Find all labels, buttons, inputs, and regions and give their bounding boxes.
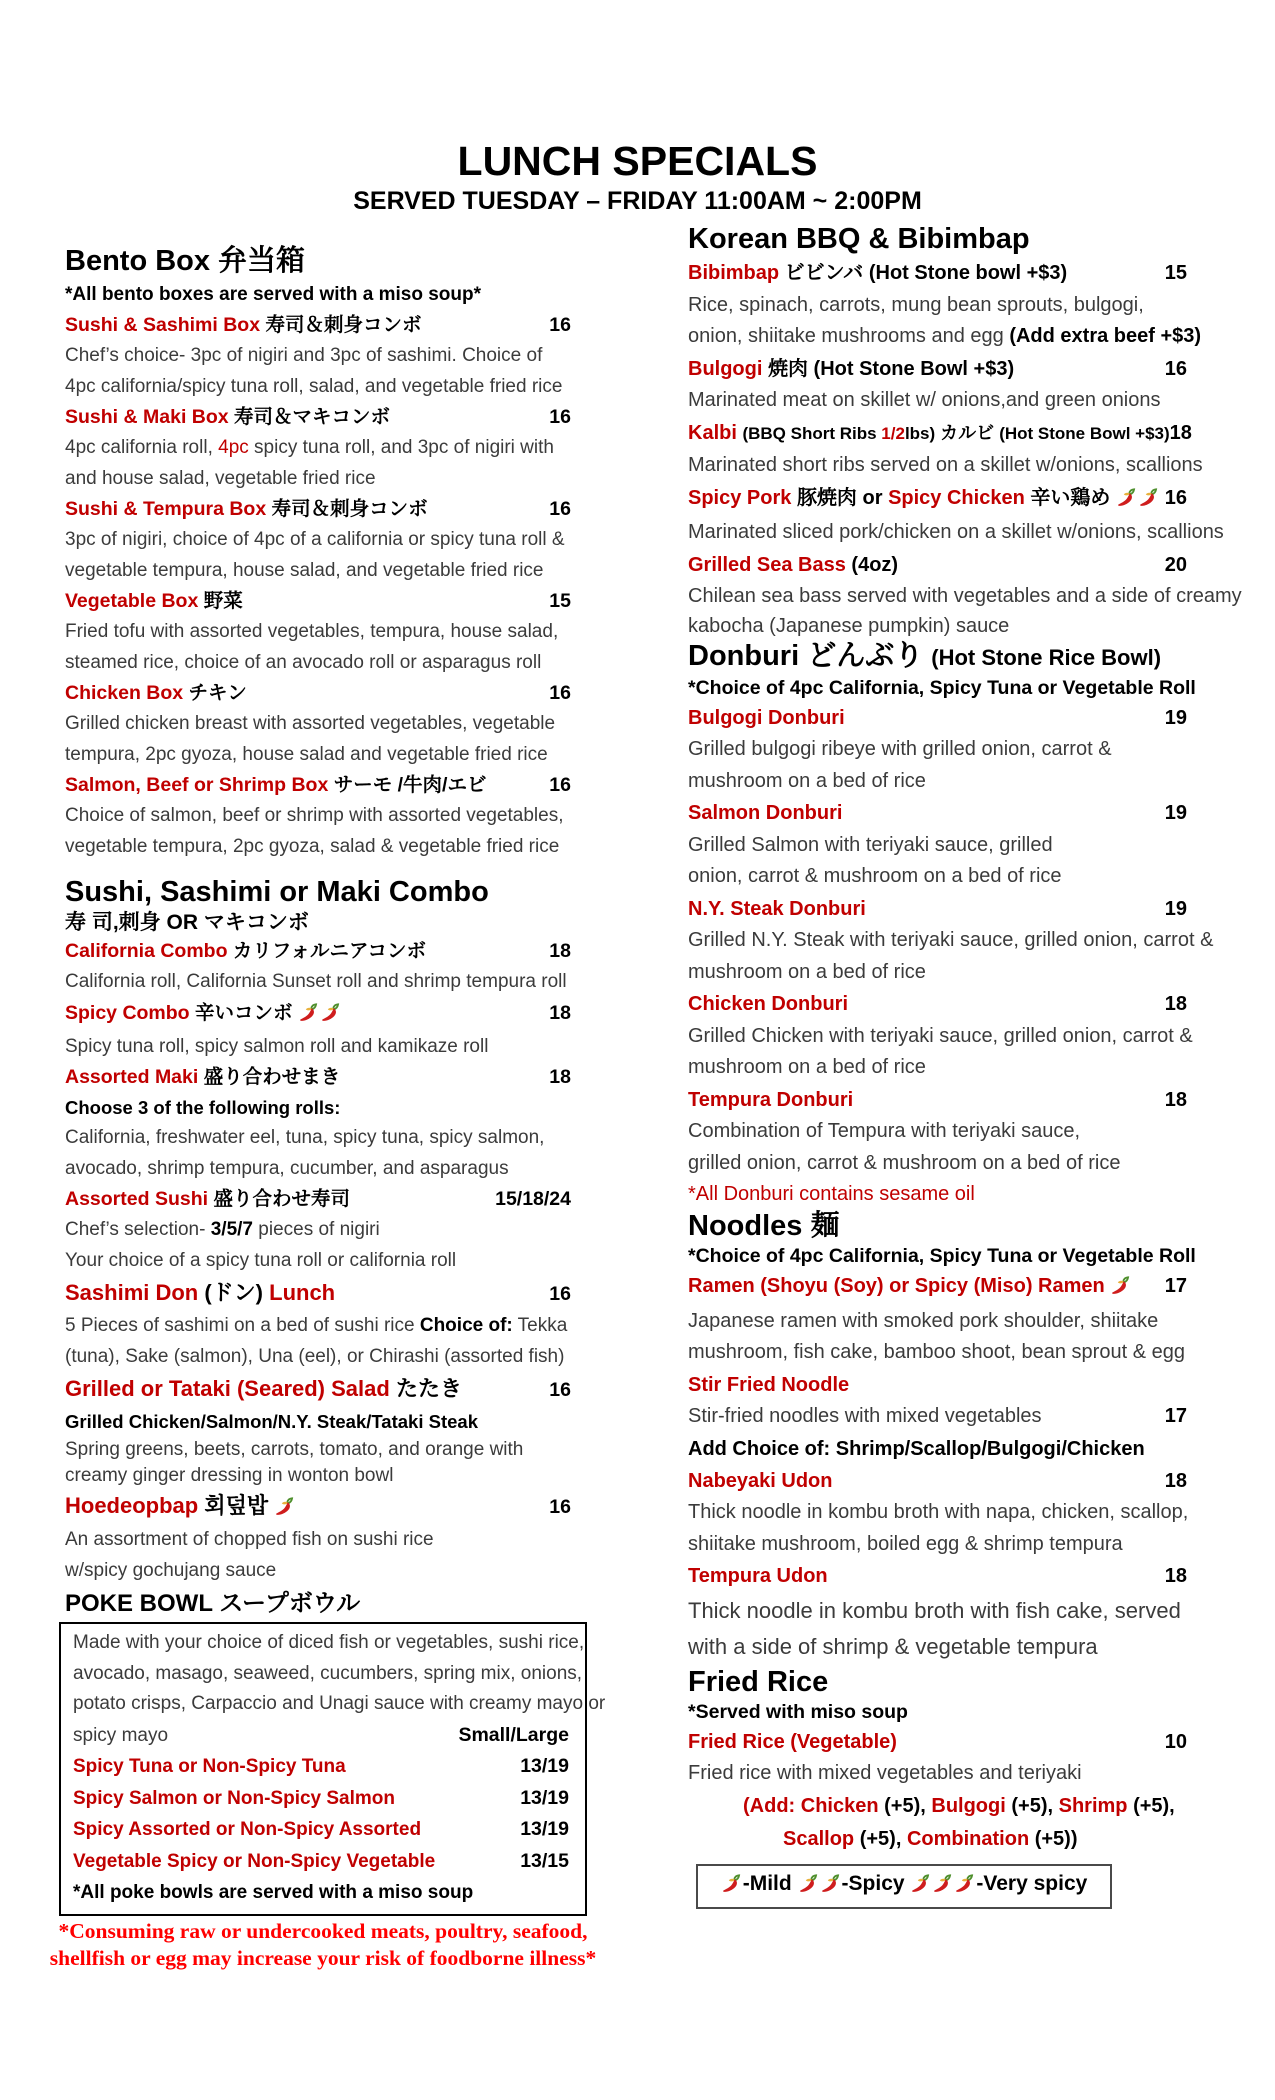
addon-note: (Add: Chicken (+5), Bulgogi (+5), Shrimp (+5), bbox=[743, 1794, 1175, 1817]
chili-pepper-icon bbox=[799, 1870, 819, 1904]
menu-item-desc: Marinated short ribs served on a skillet w/onions, scallions bbox=[688, 454, 1203, 476]
left-column-items bbox=[65, 243, 577, 1620]
price: 16 bbox=[549, 1379, 571, 1401]
menu-item-desc: kabocha (Japanese pumpkin) sauce bbox=[688, 614, 1010, 637]
chili-pepper-icon bbox=[911, 1870, 931, 1904]
menu-item-desc: with a side of shrimp & vegetable tempura bbox=[688, 1633, 1098, 1659]
chili-pepper-icon bbox=[275, 1492, 295, 1525]
menu-item-desc: avocado, shrimp tempura, cucumber, and asparagus bbox=[65, 1157, 509, 1179]
menu-item-name: California Combo カリフォルニアコンボ 18 bbox=[65, 936, 577, 967]
poke-item-row: Vegetable Spicy or Non-Spicy Vegetable 13/15 bbox=[73, 1846, 575, 1878]
price: 18 bbox=[1164, 1469, 1187, 1492]
price: 16 bbox=[1164, 357, 1187, 380]
menu-item-desc: vegetable tempura, 2pc gyoza, salad & vegetable fried rice bbox=[65, 835, 560, 857]
spice-legend-box bbox=[696, 1864, 1112, 1909]
price: 16 bbox=[549, 1496, 571, 1518]
menu-item-name: Sushi & Tempura Box 寿司＆刺身コンボ 16 bbox=[65, 494, 577, 525]
left-column bbox=[49, 243, 606, 1972]
menu-item-desc: mushroom on a bed of rice bbox=[688, 769, 926, 792]
price: 20 bbox=[1164, 553, 1187, 576]
price: 13/19 bbox=[520, 1786, 569, 1809]
menu-item-desc: Choose 3 of the following rolls: bbox=[65, 1097, 341, 1118]
price: 18 bbox=[1164, 1088, 1187, 1111]
poke-item-row: Spicy Salmon or Non-Spicy Salmon 13/19 bbox=[73, 1783, 575, 1815]
menu-item-desc: mushroom on a bed of rice bbox=[688, 1056, 926, 1078]
menu-item-desc: shiitake mushroom, boiled egg & shrimp tempura bbox=[688, 1532, 1123, 1555]
poke-item-row: Spicy Assorted or Non-Spicy Assorted 13/19 bbox=[73, 1814, 575, 1846]
menu-item-desc: Grilled bulgogi ribeye with grilled onion, carrot & bbox=[688, 738, 1112, 760]
price: 18 bbox=[1164, 1565, 1187, 1587]
menu-item-name: Hoedeopbap 회덮밥 16 bbox=[65, 1489, 577, 1525]
price: 16 bbox=[1164, 486, 1187, 509]
price: 10 bbox=[1164, 1730, 1187, 1753]
menu-item-desc: 4pc california/spicy tuna roll, salad, and vegetable fried rice bbox=[65, 375, 563, 397]
menu-item-desc: Combination of Tempura with teriyaki sauce, bbox=[688, 1120, 1081, 1142]
section-header: Korean BBQ & Bibimbap bbox=[688, 223, 1030, 255]
menu-item-name: Bulgogi Donburi 19 bbox=[688, 702, 1193, 735]
menu-item-desc: Thick noodle in kombu broth with napa, chicken, scallop, bbox=[688, 1501, 1189, 1523]
menu-item-desc: 3pc of nigiri, choice of 4pc of a california or spicy tuna roll & bbox=[65, 529, 565, 550]
price: 16 bbox=[549, 314, 571, 336]
section-header: Sushi, Sashimi or Maki Combo bbox=[65, 876, 489, 908]
right-column-items bbox=[688, 221, 1242, 1856]
menu-note: *Choice of 4pc California, Spicy Tuna or Vegetable Roll bbox=[688, 1245, 1196, 1267]
price: 16 bbox=[549, 682, 571, 704]
disclaimer-line: shellfish or egg may increase your risk of foodborne illness* bbox=[49, 1946, 597, 1970]
menu-item-name: Bibimbap ビビンバ (Hot Stone bowl +$3) 15 bbox=[688, 257, 1193, 290]
menu-item-name: Vegetable Box 野菜 15 bbox=[65, 586, 577, 617]
menu-item-desc: Marinated meat on skillet w/ onions,and green onions bbox=[688, 389, 1161, 411]
price: 15 bbox=[1164, 262, 1187, 284]
menu-item-desc: Spring greens, beets, carrots, tomato, and orange with bbox=[65, 1439, 524, 1460]
menu-item-desc: Choice of salmon, beef or shrimp with assorted vegetables, bbox=[65, 805, 564, 826]
menu-item-name: N.Y. Steak Donburi 19 bbox=[688, 893, 1193, 926]
menu-item-desc: Grilled Salmon with teriyaki sauce, grilled bbox=[688, 833, 1053, 856]
menu-item-desc: Grilled Chicken/Salmon/N.Y. Steak/Tataki Steak bbox=[65, 1411, 478, 1432]
price: 13/19 bbox=[520, 1755, 569, 1777]
menu-item-desc: (tuna), Sake (salmon), Una (eel), or Chirashi (assorted fish) bbox=[65, 1345, 565, 1367]
menu-item-name: Spicy Pork 豚焼肉 or Spicy Chicken 辛い鶏め 16 bbox=[688, 482, 1193, 518]
menu-note: *Choice of 4pc California, Spicy Tuna or Vegetable Roll bbox=[688, 676, 1196, 699]
menu-item-desc: creamy ginger dressing in wonton bowl bbox=[65, 1465, 394, 1486]
menu-item-desc: spicy mayo Small/Large bbox=[73, 1720, 575, 1752]
section-header: Noodles 麺 bbox=[688, 1210, 840, 1242]
menu-item-desc: Fried tofu with assorted vegetables, tempura, house salad, bbox=[65, 621, 559, 642]
menu-item-desc: Fried rice with mixed vegetables and teriyaki bbox=[688, 1762, 1082, 1784]
price: 17 bbox=[1164, 1275, 1187, 1297]
menu-item-name: Kalbi (BBQ Short Ribs 1/2lbs) カルビ (Hot Stone Bowl +$3) 18 bbox=[688, 417, 1193, 451]
menu-item-desc: Grilled Chicken with teriyaki sauce, grilled onion, carrot & bbox=[688, 1024, 1193, 1047]
menu-item-name: Sashimi Don (ドン) Lunch 16 bbox=[65, 1276, 577, 1311]
price: 19 bbox=[1164, 802, 1187, 824]
menu-item-name: Ramen (Shoyu (Soy) or Spicy (Miso) Ramen 17 bbox=[688, 1270, 1193, 1306]
price: 13/19 bbox=[520, 1818, 569, 1840]
spice-legend-wrap bbox=[696, 1864, 1193, 1909]
chili-pepper-icon bbox=[1139, 485, 1159, 518]
price: 19 bbox=[1164, 897, 1187, 920]
section-header: POKE BOWL スープボウル bbox=[65, 1590, 361, 1617]
menu-item-name: Bulgogi 焼肉 (Hot Stone Bowl +$3) 16 bbox=[688, 353, 1193, 386]
menu-item-desc: Chilean sea bass served with vegetables and a side of creamy bbox=[688, 585, 1242, 607]
price: 19 bbox=[1164, 706, 1187, 729]
menu-item-desc: and house salad, vegetable fried rice bbox=[65, 467, 376, 489]
menu-item-desc: California, freshwater eel, tuna, spicy tuna, spicy salmon, bbox=[65, 1127, 545, 1148]
menu-item-desc: mushroom, fish cake, bamboo shoot, bean sprout & egg bbox=[688, 1341, 1185, 1363]
menu-item-desc: Made with your choice of diced fish or vegetables, sushi rice, bbox=[73, 1632, 585, 1653]
menu-item-desc: grilled onion, carrot & mushroom on a bed of rice bbox=[688, 1151, 1121, 1174]
price: 13/15 bbox=[520, 1849, 569, 1872]
menu-item-desc: tempura, 2pc gyoza, house salad and vegetable fried rice bbox=[65, 743, 548, 765]
menu-item-desc: Your choice of a spicy tuna roll or california roll bbox=[65, 1249, 457, 1271]
chili-pepper-icon bbox=[722, 1870, 742, 1904]
menu-item-name: Chicken Box チキン 16 bbox=[65, 678, 577, 709]
price: 18 bbox=[549, 1001, 571, 1024]
menu-item-desc: Grilled chicken breast with assorted vegetables, vegetable bbox=[65, 713, 556, 734]
price: 16 bbox=[549, 498, 571, 520]
chili-pepper-icon bbox=[1111, 1273, 1131, 1306]
menu-item-desc: Grilled N.Y. Steak with teriyaki sauce, grilled onion, carrot & bbox=[688, 929, 1214, 951]
disclaimer-line: *Consuming raw or undercooked meats, poultry, seafood, bbox=[58, 1919, 588, 1943]
price: 18 bbox=[1164, 993, 1187, 1015]
section-subheader: 寿 司,刺身 OR マキコンボ bbox=[65, 911, 309, 934]
menu-item-desc: Spicy tuna roll, spicy salmon roll and kamikaze roll bbox=[65, 1035, 489, 1057]
price: 15/18/24 bbox=[495, 1188, 571, 1210]
menu-item-desc: Add Choice of: Shrimp/Scallop/Bulgogi/Chicken bbox=[688, 1437, 1145, 1460]
price: 18 bbox=[549, 1066, 571, 1088]
menu-item-name: Grilled or Tataki (Seared) Salad たたき 16 bbox=[65, 1372, 577, 1407]
poke-bowl-box bbox=[59, 1622, 606, 1916]
menu-item-name: Fried Rice (Vegetable) 10 bbox=[688, 1726, 1193, 1759]
chili-pepper-icon bbox=[821, 1870, 841, 1904]
menu-item-desc: w/spicy gochujang sauce bbox=[65, 1559, 277, 1581]
menu-item-name: Grilled Sea Bass (4oz) 20 bbox=[688, 549, 1193, 582]
menu-item-desc: potato crisps, Carpaccio and Unagi sauce with creamy mayo or bbox=[73, 1693, 606, 1714]
menu-item-name: Spicy Combo 辛いコンボ 18 bbox=[65, 998, 577, 1032]
menu-item-desc: vegetable tempura, house salad, and vegetable fried rice bbox=[65, 559, 544, 581]
menu-item-desc: California roll, California Sunset roll and shrimp tempura roll bbox=[65, 971, 567, 992]
menu-note: *Served with miso soup bbox=[688, 1700, 908, 1723]
menu-item-desc: onion, shiitake mushrooms and egg (Add extra beef +$3) bbox=[688, 325, 1202, 347]
menu-item-desc: Chef’s selection- 3/5/7 pieces of nigiri bbox=[65, 1219, 380, 1240]
price: 15 bbox=[549, 590, 571, 612]
menu-item-name: Nabeyaki Udon 18 bbox=[688, 1465, 1193, 1498]
price: 18 bbox=[549, 940, 571, 962]
menu-item-name: Sushi & Sashimi Box 寿司＆刺身コンボ 16 bbox=[65, 310, 577, 341]
menu-item-desc: Stir-fried noodles with mixed vegetables 17 bbox=[688, 1401, 1193, 1433]
price: 17 bbox=[1164, 1405, 1187, 1427]
consumer-advisory bbox=[43, 1918, 603, 1972]
menu-note: *All Donburi contains sesame oil bbox=[688, 1183, 975, 1205]
menu-line: -Mild -Spicy -Very spicy bbox=[714, 1867, 1094, 1904]
menu-item-desc: 5 Pieces of sashimi on a bed of sushi rice Choice of: Tekka bbox=[65, 1315, 568, 1336]
chili-pepper-icon bbox=[955, 1870, 975, 1904]
price: 18 bbox=[1169, 421, 1192, 444]
right-column bbox=[688, 221, 1242, 1909]
menu-item-desc: Chef’s choice- 3pc of nigiri and 3pc of sashimi. Choice of bbox=[65, 345, 543, 366]
menu-item-name: Stir Fried Noodle bbox=[688, 1373, 850, 1396]
menu-item-desc: steamed rice, choice of an avocado roll or asparagus roll bbox=[65, 651, 542, 673]
price: 16 bbox=[549, 774, 571, 796]
section-header: Fried Rice bbox=[688, 1665, 829, 1698]
menu-item-desc: onion, carrot & mushroom on a bed of rice bbox=[688, 865, 1062, 887]
poke-item-row: Spicy Tuna or Non-Spicy Tuna 13/19 bbox=[73, 1751, 575, 1783]
chili-pepper-icon bbox=[299, 1001, 319, 1032]
section-header: Donburi どんぶり (Hot Stone Rice Bowl) bbox=[688, 639, 1162, 672]
menu-item-name: Tempura Udon 18 bbox=[688, 1560, 1193, 1593]
menu-item-desc: mushroom on a bed of rice bbox=[688, 960, 926, 983]
menu-item-desc: 4pc california roll, 4pc spicy tuna roll, and 3pc of nigiri with bbox=[65, 437, 554, 458]
price: 16 bbox=[549, 1283, 571, 1305]
price: Small/Large bbox=[458, 1723, 569, 1746]
menu-item-name: Assorted Maki 盛り合わせまき 18 bbox=[65, 1062, 577, 1093]
menu-item-desc: Japanese ramen with smoked pork shoulder, shiitake bbox=[688, 1309, 1159, 1332]
menu-item-desc: Thick noodle in kombu broth with fish cake, served bbox=[688, 1597, 1181, 1623]
menu-note: *All bento boxes are served with a miso soup* bbox=[65, 284, 482, 305]
page-subtitle: SERVED TUESDAY – FRIDAY 11:00AM ~ 2:00PM bbox=[353, 187, 922, 215]
section-header: Bento Box 弁当箱 bbox=[65, 245, 306, 277]
menu-item-name: Sushi & Maki Box 寿司＆マキコンボ 16 bbox=[65, 402, 577, 433]
menu-item-name: Tempura Donburi 18 bbox=[688, 1084, 1193, 1117]
menu-item-name: Salmon Donburi 19 bbox=[688, 797, 1193, 830]
menu-note: *All poke bowls are served with a miso soup bbox=[73, 1882, 474, 1903]
menu-item-desc: Rice, spinach, carrots, mung bean sprouts, bulgogi, bbox=[688, 293, 1144, 316]
price: 16 bbox=[549, 406, 571, 428]
menu-header bbox=[0, 138, 1275, 216]
chili-pepper-icon bbox=[1117, 485, 1137, 518]
menu-item-name: Assorted Sushi 盛り合わせ寿司 15/18/24 bbox=[65, 1184, 577, 1215]
page-title: LUNCH SPECIALS bbox=[457, 138, 818, 184]
menu-item-name: Salmon, Beef or Shrimp Box サーモ /牛肉/エビ 16 bbox=[65, 770, 577, 801]
menu-item-desc: Marinated sliced pork/chicken on a skillet w/onions, scallions bbox=[688, 521, 1224, 543]
menu-item-desc: avocado, masago, seaweed, cucumbers, spring mix, onions, bbox=[73, 1662, 583, 1684]
addon-note: Scallop (+5), Combination (+5)) bbox=[783, 1827, 1078, 1850]
menu-item-desc: An assortment of chopped fish on sushi rice bbox=[65, 1529, 434, 1550]
chili-pepper-icon bbox=[321, 1001, 341, 1032]
menu-item-name: Chicken Donburi 18 bbox=[688, 988, 1193, 1021]
chili-pepper-icon bbox=[933, 1870, 953, 1904]
